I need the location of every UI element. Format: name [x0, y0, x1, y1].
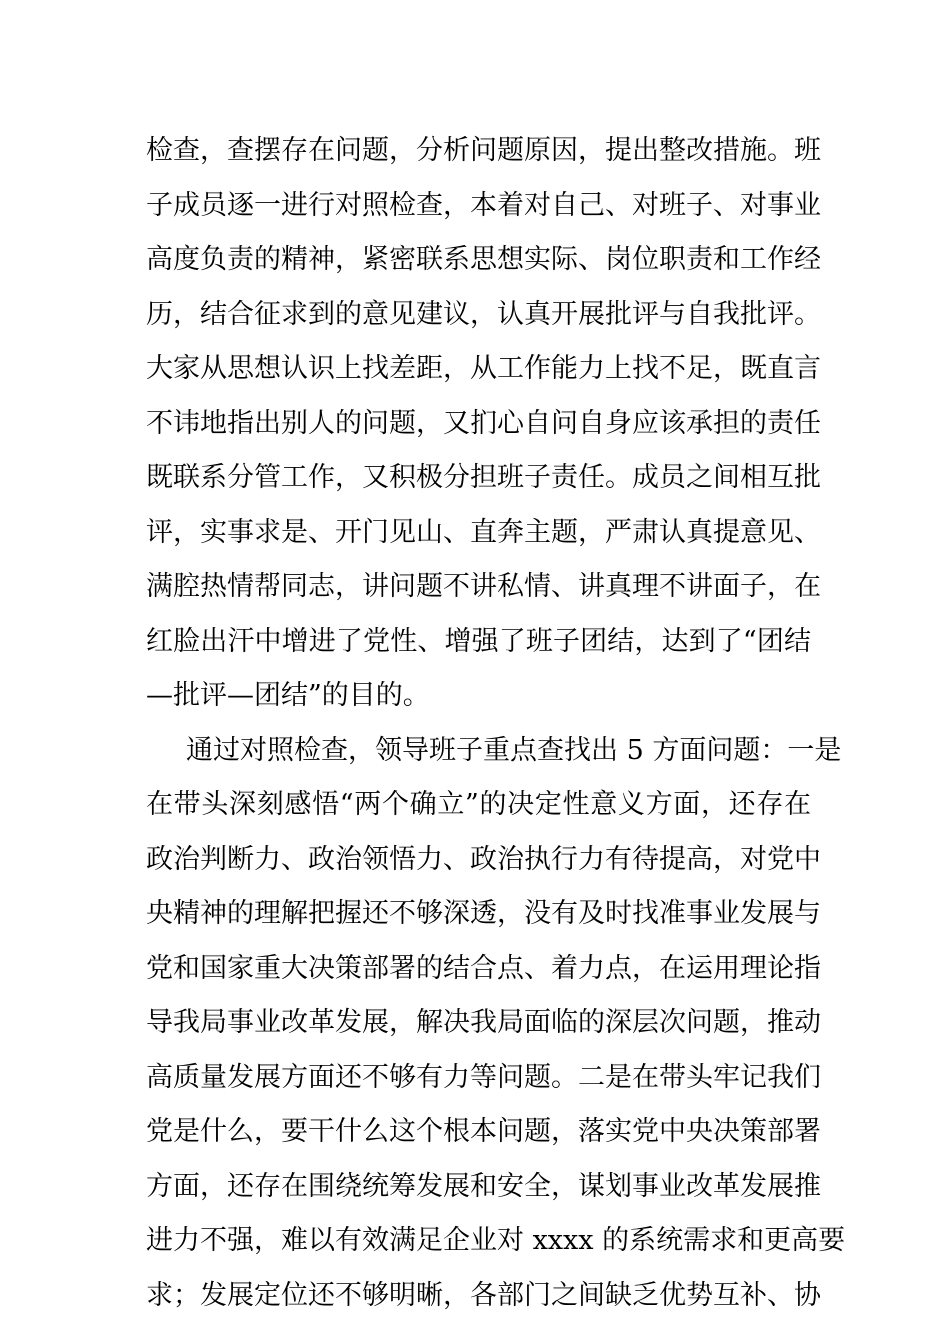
paragraph-2-line-10: 进力不强，难以有效满足企业对 xxxx 的系统需求和更高要: [146, 1225, 846, 1256]
paragraph-1-line-11: —批评—团结”的目的。: [146, 680, 430, 711]
paragraph-2-line-7: 高质量发展方面还不够有力等问题。二是在带头牢记我们: [146, 1061, 821, 1093]
paragraph-1-line-6: 不讳地指出别人的问题，又扪心自问自身应该承担的责任: [146, 407, 821, 439]
paragraph-1-line-8: 评，实事求是、开门见山、直奔主题，严肃认真提意见、: [146, 516, 821, 548]
paragraph-1-line-1: 检查，查摆存在问题，分析问题原因，提出整改措施。班: [146, 135, 821, 166]
paragraph-1-line-10: 红脸出汗中增进了党性、增强了班子团结，达到了“团结: [146, 625, 811, 657]
paragraph-2-line-8: 党是什么，要干什么这个根本问题，落实党中央决策部署: [146, 1116, 821, 1147]
paragraph-2-line-5: 党和国家重大决策部署的结合点、着力点，在运用理论指: [146, 952, 821, 984]
document-body: [146, 124, 846, 1323]
paragraph-1-line-3: 高度负责的精神，紧密联系思想实际、岗位职责和工作经: [146, 244, 821, 275]
paragraph-1-line-4: 历，结合征求到的意见建议，认真开展批评与自我批评。: [146, 298, 821, 330]
paragraph-2-line-11: 求；发展定位还不够明晰，各部门之间缺乏优势互补、协: [146, 1279, 821, 1311]
paragraph-2-line-2: 在带头深刻感悟“两个确立”的决定性意义方面，还存在: [146, 789, 811, 820]
paragraph-1-line-5: 大家从思想认识上找差距，从工作能力上找不足，既直言: [146, 353, 821, 384]
paragraph-1-line-9: 满腔热情帮同志，讲问题不讲私情、讲真理不讲面子，在: [146, 571, 821, 602]
paragraph-2-line-3: 政治判断力、政治领悟力、政治执行力有待提高，对党中: [146, 843, 821, 875]
paragraph-2-line-9: 方面，还存在围绕统筹发展和安全，谋划事业改革发展推: [146, 1170, 821, 1202]
paragraph-1-line-7: 既联系分管工作，又积极分担班子责任。成员之间相互批: [146, 462, 821, 493]
paragraph-1-line-2: 子成员逐一进行对照检查，本着对自己、对班子、对事业: [146, 189, 821, 221]
paragraph-2-line-4: 央精神的理解把握还不够深透，没有及时找准事业发展与: [146, 898, 821, 929]
paragraph-2-line-6: 导我局事业改革发展，解决我局面临的深层次问题，推动: [146, 1007, 821, 1038]
paragraph-2-line-1: 通过对照检查，领导班子重点查找出 5 方面问题：一是: [186, 734, 842, 766]
